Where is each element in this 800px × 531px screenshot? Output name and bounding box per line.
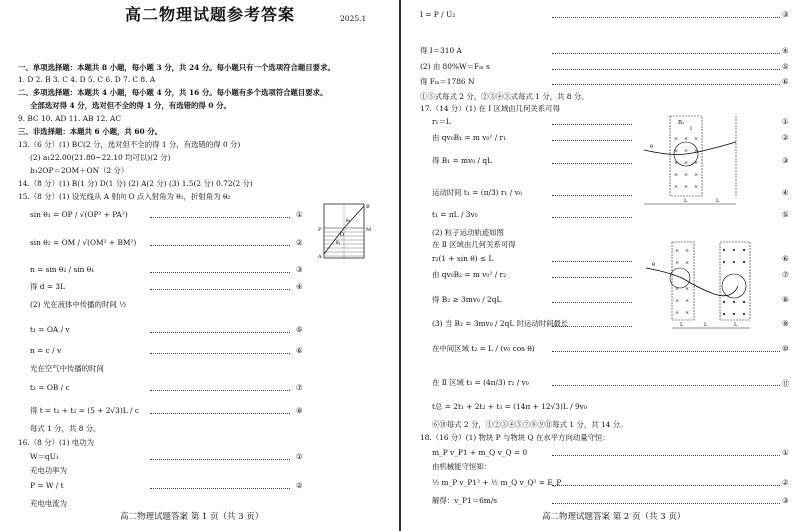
answer-line: t₂ = OB / c bbox=[30, 383, 70, 392]
field-x-mark: × bbox=[685, 248, 690, 254]
exam-date: 2025.1 bbox=[340, 14, 367, 23]
answer-line: 13.（6 分）(1) BC(2 分，选对但不全的得 1 分，有选错的得 0 分) bbox=[18, 140, 241, 149]
leader-dots bbox=[150, 412, 290, 414]
answer-line: 解得：v_P1＝6m/s bbox=[432, 496, 498, 505]
answer-line: ½ m_P v_P1² + ½ m_Q v_Q² = E_P bbox=[432, 478, 562, 487]
answer-line: W＝qU₁ bbox=[30, 452, 59, 461]
field-x-mark: × bbox=[675, 260, 680, 266]
leader-dots bbox=[552, 350, 780, 352]
answer-line: 在 Ⅱ 区域由几何关系可得 bbox=[432, 240, 516, 249]
answer-line: 在 Ⅱ 区域 t₃ = (4π/3) r₂ / v₀ bbox=[432, 378, 529, 387]
answer-line: sin θ₁ = OP / √(OP² + PA²) bbox=[30, 210, 128, 219]
answer-line: 一、单项选择题：本题共 8 小题，每小题 3 分，共 24 分。每小题只有一个选项符合题目要求。 bbox=[18, 63, 335, 72]
field-x-mark: × bbox=[674, 160, 679, 166]
equation-number: ① bbox=[296, 210, 303, 219]
field-dot-mark bbox=[723, 301, 725, 303]
answer-line: (3) 当 B₂ = 3mv₀ / 2qL 时运动时间最长 bbox=[432, 319, 569, 328]
answer-line: 充电功率为 bbox=[30, 466, 67, 475]
field-dot-mark bbox=[723, 249, 725, 251]
field-x-mark: × bbox=[675, 298, 680, 304]
answer-line: 运动时间 t₁ = (π/3) r₁ / v₀ bbox=[432, 188, 522, 197]
answer-line: 在中间区域 t₂ = L / (v₀ cos θ) bbox=[432, 344, 535, 353]
diagram-label: A bbox=[318, 254, 322, 260]
answer-line: 由机械能守恒知： bbox=[432, 462, 492, 471]
equation-number: ⑤ bbox=[782, 62, 789, 71]
equation-number: ⑨ bbox=[782, 319, 789, 328]
diagram-label: B bbox=[366, 204, 370, 210]
field-dot-mark bbox=[743, 313, 745, 315]
equation-number: ① bbox=[782, 117, 789, 126]
leader-dots bbox=[552, 83, 780, 85]
leader-dots bbox=[552, 260, 632, 262]
field-x-mark: × bbox=[694, 184, 699, 190]
diagram-label: L bbox=[716, 198, 720, 204]
equation-number: ④ bbox=[782, 46, 789, 55]
leader-dots bbox=[150, 244, 290, 246]
leader-dots bbox=[150, 216, 290, 218]
diagram-label: P bbox=[318, 227, 322, 233]
refraction-diagram bbox=[318, 200, 374, 262]
answer-line: 16.（8 分）(1) 电功为 bbox=[18, 438, 94, 447]
leader-dots bbox=[552, 194, 632, 196]
answer-line: 18.（16 分）(1) 物块 P 与物块 Q 在水平方向动量守恒： bbox=[420, 433, 610, 442]
answer-line: 得 d = 3L bbox=[30, 282, 65, 291]
leader-dots bbox=[150, 458, 290, 460]
leader-dots bbox=[552, 384, 780, 386]
equation-number: ⑩ bbox=[782, 344, 789, 353]
diagram-label: θ bbox=[650, 144, 654, 150]
field-x-mark: × bbox=[674, 184, 679, 190]
page-2 bbox=[402, 0, 800, 531]
equation-number: ④ bbox=[782, 188, 789, 197]
field-dot-mark bbox=[723, 313, 725, 315]
leader-dots bbox=[552, 484, 780, 486]
diagram-label: L bbox=[704, 322, 708, 328]
diagram-label: L bbox=[734, 322, 738, 328]
field-x-mark: × bbox=[685, 260, 690, 266]
answer-line: (2) 光在液体中传播的时间 ½ bbox=[30, 300, 127, 309]
answer-line: (2) a₁22.00(21.80~22.10 均可以)(2 分) bbox=[30, 153, 171, 162]
field-dot-mark bbox=[733, 261, 735, 263]
field-dot-mark bbox=[733, 249, 735, 251]
field-x-mark: × bbox=[684, 184, 689, 190]
field-x-mark: × bbox=[675, 248, 680, 254]
page-1 bbox=[0, 0, 398, 531]
diagram-label: M bbox=[366, 227, 372, 233]
leader-dots bbox=[552, 139, 632, 141]
equation-number: ③ bbox=[782, 496, 789, 505]
field-x-mark: × bbox=[684, 172, 689, 178]
field-x-mark: × bbox=[675, 286, 680, 292]
answer-line: 14.（8 分）(1) B(1 分) D(1 分) (2) A(2 分) (3) 1.5(2 分) 0.72(2 分) bbox=[18, 179, 253, 188]
leader-dots bbox=[552, 216, 632, 218]
leader-dots bbox=[552, 325, 632, 327]
equation-number: ⑥ bbox=[782, 254, 789, 263]
leader-dots bbox=[552, 68, 780, 70]
answer-line: 全部选对得 4 分，选对但不全的得 1 分，有选错的得 0 分。 bbox=[30, 101, 231, 110]
field-x-mark: × bbox=[694, 172, 699, 178]
answer-line: 1. D 2. B 3. C 4. D 5. C 6. D 7. C 8. A bbox=[18, 75, 156, 84]
field-x-mark: × bbox=[694, 148, 699, 154]
answer-line: b₁2OP＝2OM＋ON（2 分） bbox=[30, 166, 129, 175]
page-divider bbox=[399, 0, 401, 531]
diagram-label: L bbox=[680, 322, 684, 328]
equation-number: ① bbox=[296, 452, 303, 461]
field-x-mark: × bbox=[685, 298, 690, 304]
leader-dots bbox=[150, 352, 290, 354]
leader-dots bbox=[150, 331, 290, 333]
equation-number: ③ bbox=[782, 156, 789, 165]
answer-line: (2) 由 80%W＝Fₘ s bbox=[420, 62, 490, 71]
answer-line: 由 qv₀B₂ = m v₀² / r₂ bbox=[432, 270, 507, 279]
equation-number: ⑧ bbox=[782, 295, 789, 304]
field-x-mark: × bbox=[694, 160, 699, 166]
answer-line: 三、非选择题：本题共 6 小题，共 60 分。 bbox=[18, 127, 162, 136]
equation-number: ⑥ bbox=[296, 346, 303, 355]
answer-line: 15.（8 分）(1) 设光线从 A 射向 O 点入射角为 θ₁，折射角为 θ₂ bbox=[18, 192, 231, 201]
diagram-label: L bbox=[684, 198, 688, 204]
field-x-mark: × bbox=[694, 136, 699, 142]
leader-dots bbox=[552, 454, 780, 456]
answer-line: 得 t = t₁ + t₂ = (5 + 2√3)L / c bbox=[30, 406, 139, 415]
equation-number: ⑧ bbox=[296, 406, 303, 415]
field-dot-mark bbox=[733, 301, 735, 303]
answer-line: t₁ = OA / v bbox=[30, 325, 70, 334]
answer-line: t₁ = πL / 3v₀ bbox=[432, 210, 478, 219]
page-2-footer: 高二物理试题答案 第 2 页（共 3 页） bbox=[542, 512, 686, 522]
leader-dots bbox=[150, 389, 290, 391]
answer-line: 9. BC 10. AD 11. AB 12. AC bbox=[18, 114, 122, 123]
leader-dots bbox=[552, 16, 780, 18]
magnetic-field-diagram-2 bbox=[642, 238, 762, 334]
page-title: 高二物理试题参考答案 bbox=[125, 5, 296, 24]
answer-line: 17.（14 分）(1) 在 Ⅰ 区域由几何关系可得 bbox=[420, 104, 561, 113]
answer-line: 光在空气中传播的时间 bbox=[30, 364, 104, 373]
leader-dots bbox=[552, 162, 632, 164]
answer-line: 充电电流为 bbox=[30, 499, 67, 508]
equation-number: ② bbox=[296, 238, 303, 247]
answer-line: 由 qv₀B₁ = m v₀² / r₁ bbox=[432, 133, 507, 142]
answer-line: I = P / U₂ bbox=[420, 10, 456, 19]
answer-line: 得 I＝310 A bbox=[420, 46, 462, 55]
field-x-mark: × bbox=[675, 310, 680, 316]
leader-dots bbox=[552, 52, 780, 54]
equation-number: ③ bbox=[782, 10, 789, 19]
field-x-mark: × bbox=[685, 310, 690, 316]
leader-dots bbox=[150, 271, 290, 273]
answer-line: P = W / t bbox=[30, 481, 64, 490]
field-x-mark: × bbox=[674, 136, 679, 142]
leader-dots bbox=[552, 276, 632, 278]
answer-line: m_P v_P1 + m_Q v_Q = 0 bbox=[432, 448, 528, 457]
magnetic-field-diagram-1 bbox=[640, 112, 758, 210]
diagram-label: θ₁ bbox=[336, 240, 341, 245]
diagram-label: O bbox=[340, 232, 345, 238]
diagram-label: Ⅰ bbox=[690, 126, 692, 132]
answer-line: 二、多项选择题：本题共 4 小题，每小题 4 分，共 16 分。每小题有多个选项符合题目要求。 bbox=[18, 88, 328, 97]
answer-line: 得 B₂ ≥ 3mv₀ / 2qL bbox=[432, 295, 502, 304]
leader-dots bbox=[552, 123, 632, 125]
equation-number: ⑪ bbox=[782, 379, 790, 388]
field-x-mark: × bbox=[684, 160, 689, 166]
field-x-mark: × bbox=[674, 172, 679, 178]
diagram-label: θ₂ bbox=[346, 218, 351, 223]
answer-line: 每式 1 分，共 8 分。 bbox=[30, 424, 101, 433]
page-1-footer: 高二物理试题答案 第 1 页（共 3 页） bbox=[120, 512, 264, 522]
field-dot-mark bbox=[743, 301, 745, 303]
answer-line: t总 = 2t₁ + 2t₂ + t₃ = (14π + 12√3)L / 9v₀ bbox=[432, 402, 587, 411]
field-dot-mark bbox=[743, 261, 745, 263]
answer-line: (2) 粒子运动轨迹如图 bbox=[432, 228, 504, 237]
diagram-label: θ bbox=[652, 262, 656, 268]
equation-number: ③ bbox=[296, 265, 303, 274]
leader-dots bbox=[150, 288, 290, 290]
field-x-mark: × bbox=[685, 286, 690, 292]
equation-number: ⑦ bbox=[296, 383, 303, 392]
answer-line: r₂(1 + sin θ) ≤ L bbox=[432, 254, 494, 263]
equation-number: ② bbox=[782, 133, 789, 142]
equation-number: ② bbox=[296, 481, 303, 490]
equation-number: ⑥ bbox=[782, 77, 789, 86]
field-x-mark: × bbox=[674, 148, 679, 154]
answer-line: n = sin θ₂ / sin θ₁ bbox=[30, 265, 95, 274]
answer-line: r₁＝L bbox=[432, 117, 451, 126]
equation-number: ① bbox=[782, 448, 789, 457]
equation-number: ② bbox=[782, 478, 789, 487]
answer-line: 得 B₁ = mv₀ / qL bbox=[432, 156, 492, 165]
leader-dots bbox=[552, 502, 780, 504]
field-x-mark: × bbox=[684, 136, 689, 142]
field-dot-mark bbox=[733, 313, 735, 315]
equation-number: ④ bbox=[296, 282, 303, 291]
equation-number: ⑦ bbox=[782, 270, 789, 279]
equation-number: ⑤ bbox=[296, 325, 303, 334]
field-x-mark: × bbox=[684, 148, 689, 154]
field-dot-mark bbox=[723, 261, 725, 263]
answer-line: n = c / v bbox=[30, 346, 62, 355]
answer-line: ①⑤式每式 2 分，②③④⑤式每式 1 分，共 8 分。 bbox=[420, 92, 589, 101]
answer-line: 得 Fₘ＝1786 N bbox=[420, 77, 475, 86]
field-dot-mark bbox=[743, 249, 745, 251]
diagram-label: B₁ bbox=[678, 120, 685, 126]
leader-dots bbox=[552, 301, 632, 303]
answer-line: sin θ₂ = OM / √(OM² + BM²) bbox=[30, 238, 137, 247]
equation-number: ⑤ bbox=[782, 210, 789, 219]
leader-dots bbox=[150, 487, 290, 489]
answer-line: ⑥⑩每式 2 分，①②③④⑤⑦⑧⑨⑪每式 1 分，共 14 分。 bbox=[432, 420, 628, 429]
